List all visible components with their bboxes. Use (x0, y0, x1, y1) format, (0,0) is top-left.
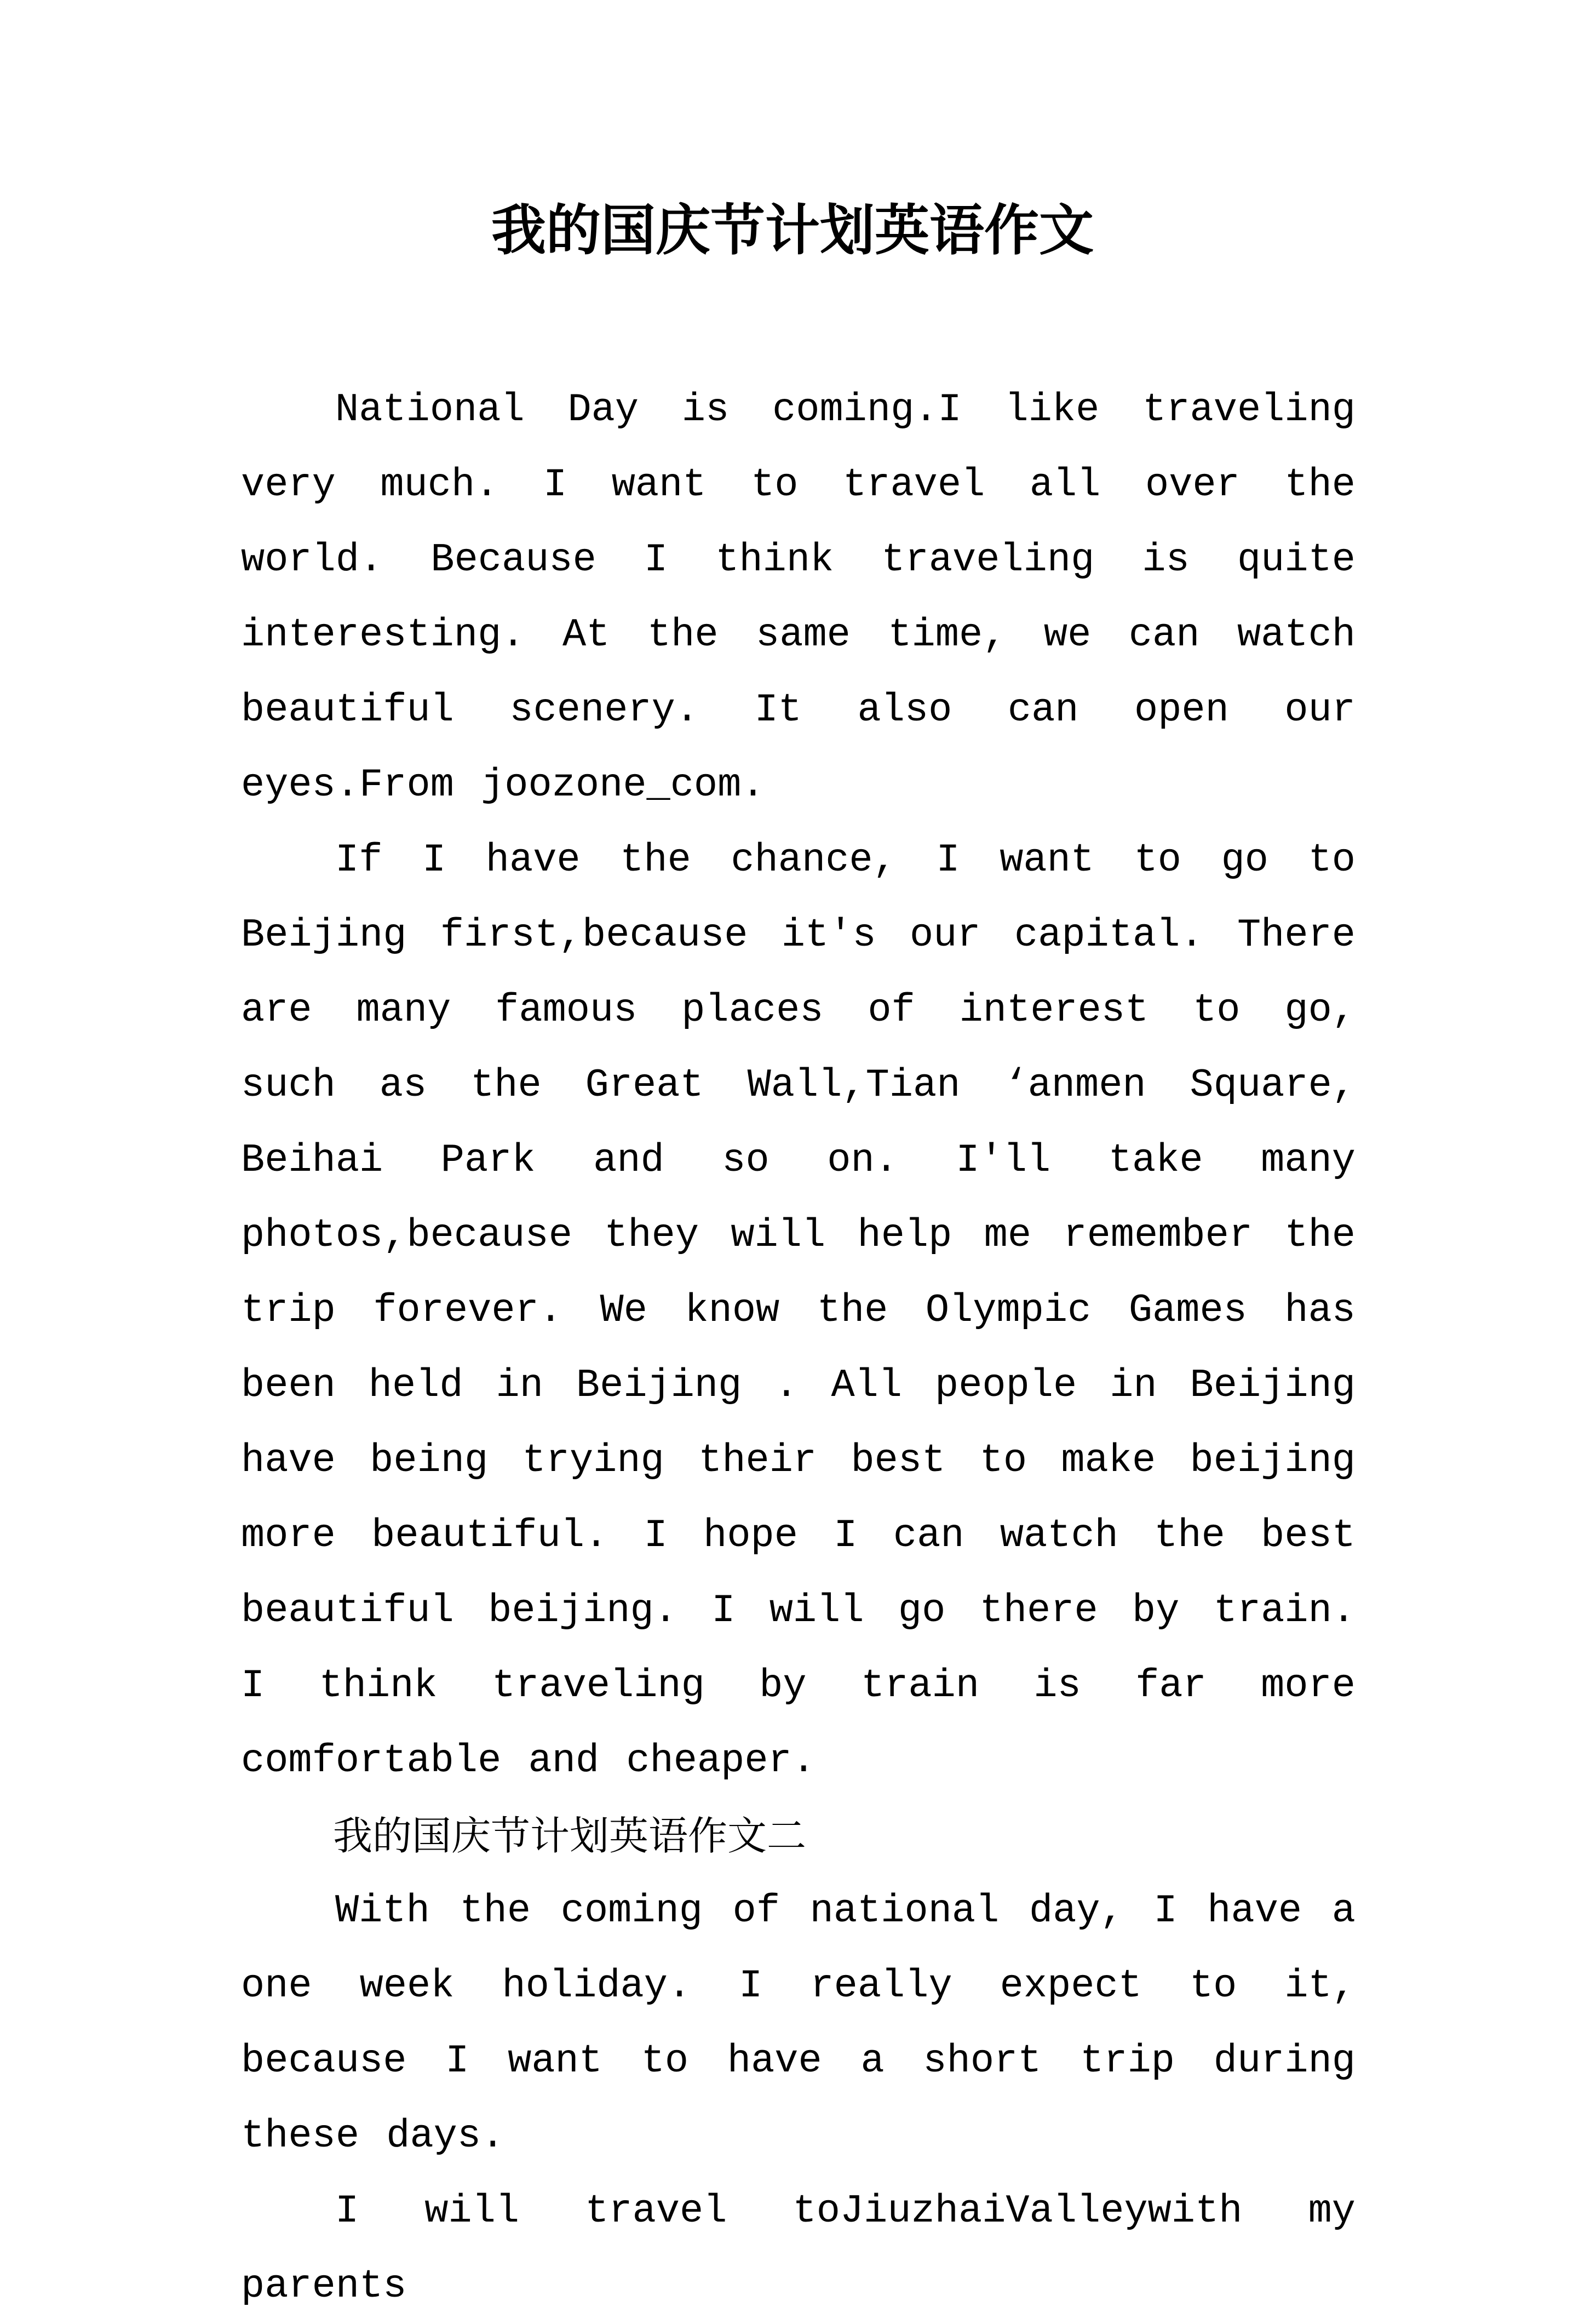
section-subheading: 我的国庆节计划英语作文二 (333, 1813, 807, 1859)
document-title: 我的国庆节计划英语作文 (491, 198, 1094, 262)
paragraph-3: With the coming of national day, I have a one week holiday. I really expect to it, because I want to have a short trip during these days. (241, 1888, 1356, 2159)
paragraph-2: If I have the chance, I want to go to Beijing first,because it's our capital. There are many famous places of interest to go, such as the Great Wall,Tian ‘anmen Square, Beihai Park and so on. I'll take many photos,because they will help me remember the trip forever. We know the Olympic Games has been held in Beijing . All people in Beijing have being trying their best to make beijing more beautiful. I hope I can watch the best beautiful beijing. I will go there by train. I think traveling by train is far more comfortable and cheaper. (241, 838, 1356, 1783)
paragraph-1: National Day is coming.I like traveling very much. I want to travel all over the world. Because I think traveling is quite interesting. At the same time, we can watch beautiful scenery. It also can open our eyes.From joozone_com. (241, 387, 1356, 808)
document-body (241, 373, 1356, 2324)
paragraph-4: I will travel toJiuzhaiValleywith my parents (241, 2189, 1356, 2309)
